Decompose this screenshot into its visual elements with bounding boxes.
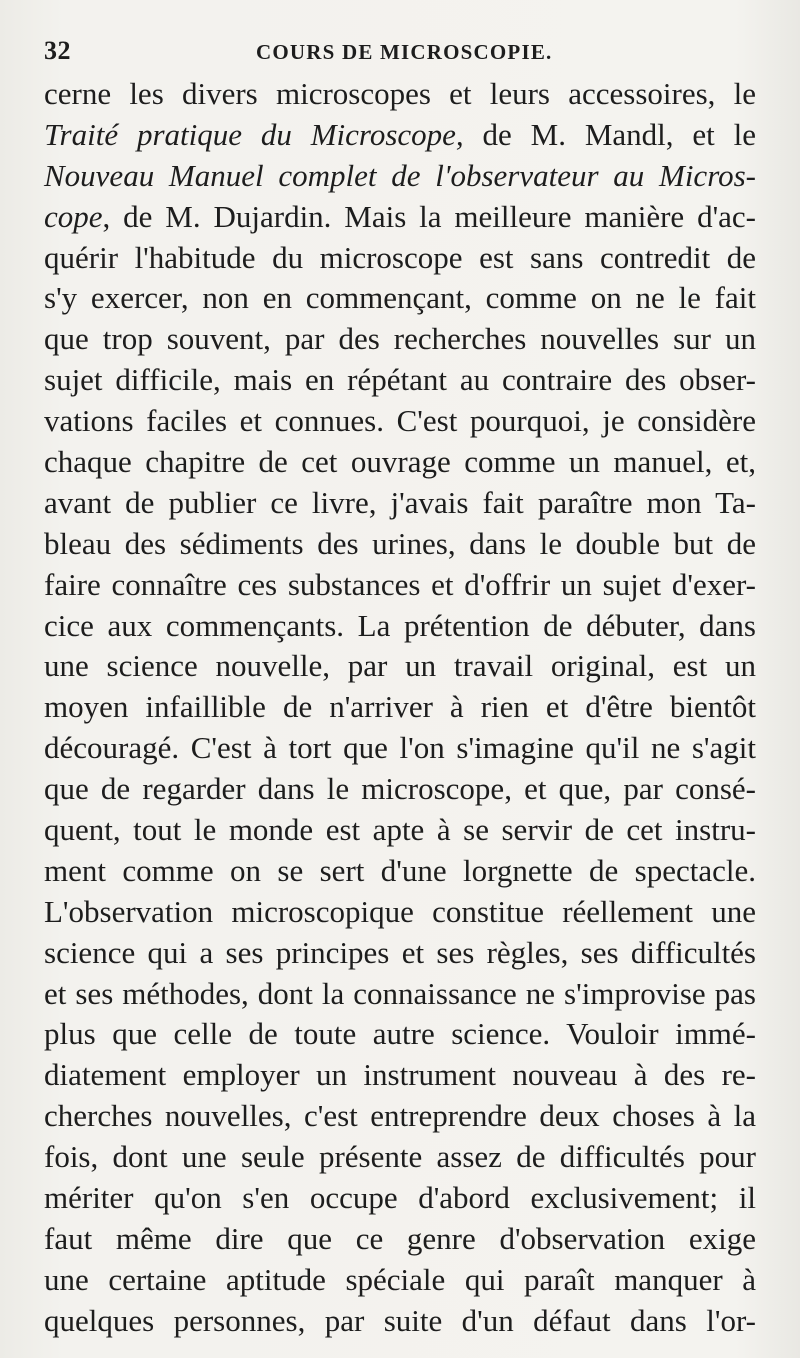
text-line	[44, 1096, 756, 1137]
text-run: une science nouvelle, par un travail original, est un	[44, 648, 756, 684]
text-line	[44, 892, 756, 933]
text-run: faire connaître ces substances et d'offrir un sujet d'exer-	[44, 566, 756, 602]
text-line	[44, 851, 756, 892]
text-run: mériter qu'on s'en occupe d'abord exclusivement; il	[44, 1180, 756, 1216]
text-run: science qui a ses principes et ses règles, ses difficultés	[44, 934, 756, 970]
text-line	[44, 728, 756, 769]
text-line	[44, 442, 756, 483]
text-run: que trop souvent, par des recherches nouvelles sur un	[44, 321, 756, 357]
text-run: cerne les divers microscopes et leurs accessoires, le	[44, 76, 756, 111]
text-line	[44, 565, 756, 606]
text-run: ment comme on se sert d'une lorgnette de spectacle.	[44, 852, 756, 888]
text-run: chaque chapitre de cet ouvrage comme un manuel, et,	[44, 444, 756, 480]
text-run: avant de publier ce livre, j'avais fait paraître mon Ta-	[44, 484, 756, 520]
text-run: , de M. Dujardin. Mais la meilleure manière d'ac-	[102, 198, 756, 234]
text-line	[44, 1260, 756, 1301]
text-line	[44, 156, 756, 197]
text-line	[44, 360, 756, 401]
page-header	[44, 36, 760, 72]
text-line	[44, 319, 756, 360]
text-line	[44, 606, 756, 647]
text-run: sujet difficile, mais en répétant au contraire des obser-	[44, 362, 756, 398]
text-line	[44, 483, 756, 524]
text-line	[44, 810, 756, 851]
text-run: faut même dire que ce genre d'observation exige	[44, 1220, 756, 1256]
text-line	[44, 401, 756, 442]
text-line	[44, 1014, 756, 1055]
text-line	[44, 933, 756, 974]
text-line	[44, 1219, 756, 1260]
text-run: que de regarder dans le microscope, et que, par consé-	[44, 771, 756, 807]
text-run: quent, tout le monde est apte à se servir de cet instru-	[44, 812, 756, 848]
text-line	[44, 1178, 756, 1219]
text-run: cherches nouvelles, c'est entreprendre deux choses à la	[44, 1098, 756, 1134]
text-run: L'observation microscopique constitue réellement une	[44, 893, 756, 929]
text-line	[44, 524, 756, 565]
text-line	[44, 769, 756, 810]
page-number: 32	[44, 36, 71, 65]
text-line	[44, 197, 756, 238]
text-line	[44, 74, 756, 115]
text-run: et ses méthodes, dont la connaissance ne s'improvise pas	[44, 975, 756, 1011]
text-run: cice aux commençants. La prétention de débuter, dans	[44, 607, 756, 643]
text-line	[44, 1137, 756, 1178]
text-line	[44, 687, 756, 728]
text-run: moyen infaillible de n'arriver à rien et d'être bientôt	[44, 689, 756, 725]
text-run: une certaine aptitude spéciale qui paraît manquer à	[44, 1261, 756, 1297]
text-run: diatement employer un instrument nouveau à des re-	[44, 1057, 756, 1093]
running-title: COURS DE MICROSCOPIE.	[256, 40, 553, 64]
text-line	[44, 1301, 756, 1342]
text-run: quérir l'habitude du microscope est sans contredit de	[44, 239, 756, 275]
text-line	[44, 974, 756, 1015]
text-line	[44, 1055, 756, 1096]
text-run: bleau des sédiments des urines, dans le double but de	[44, 525, 756, 561]
italic-text: cope	[44, 198, 103, 234]
text-run: de M. Mandl, et le	[463, 116, 756, 152]
text-line	[44, 115, 756, 156]
text-line	[44, 238, 756, 279]
italic-text: Traité pratique du Microscope,	[44, 116, 464, 152]
text-line	[44, 278, 756, 319]
text-run: découragé. C'est à tort que l'on s'imagine qu'il ne s'agit	[44, 730, 756, 766]
body-text	[44, 74, 756, 1342]
text-run: plus que celle de toute autre science. Vouloir immé-	[44, 1016, 756, 1052]
text-line	[44, 646, 756, 687]
text-run: s'y exercer, non en commençant, comme on ne le fait	[44, 280, 756, 316]
italic-text: Nouveau Manuel complet de l'observateur au Micros-	[44, 157, 756, 193]
text-run: fois, dont une seule présente assez de difficultés pour	[44, 1139, 756, 1175]
text-run: quelques personnes, par suite d'un défaut dans l'or-	[44, 1302, 756, 1338]
text-run: vations faciles et connues. C'est pourquoi, je considère	[44, 403, 756, 439]
